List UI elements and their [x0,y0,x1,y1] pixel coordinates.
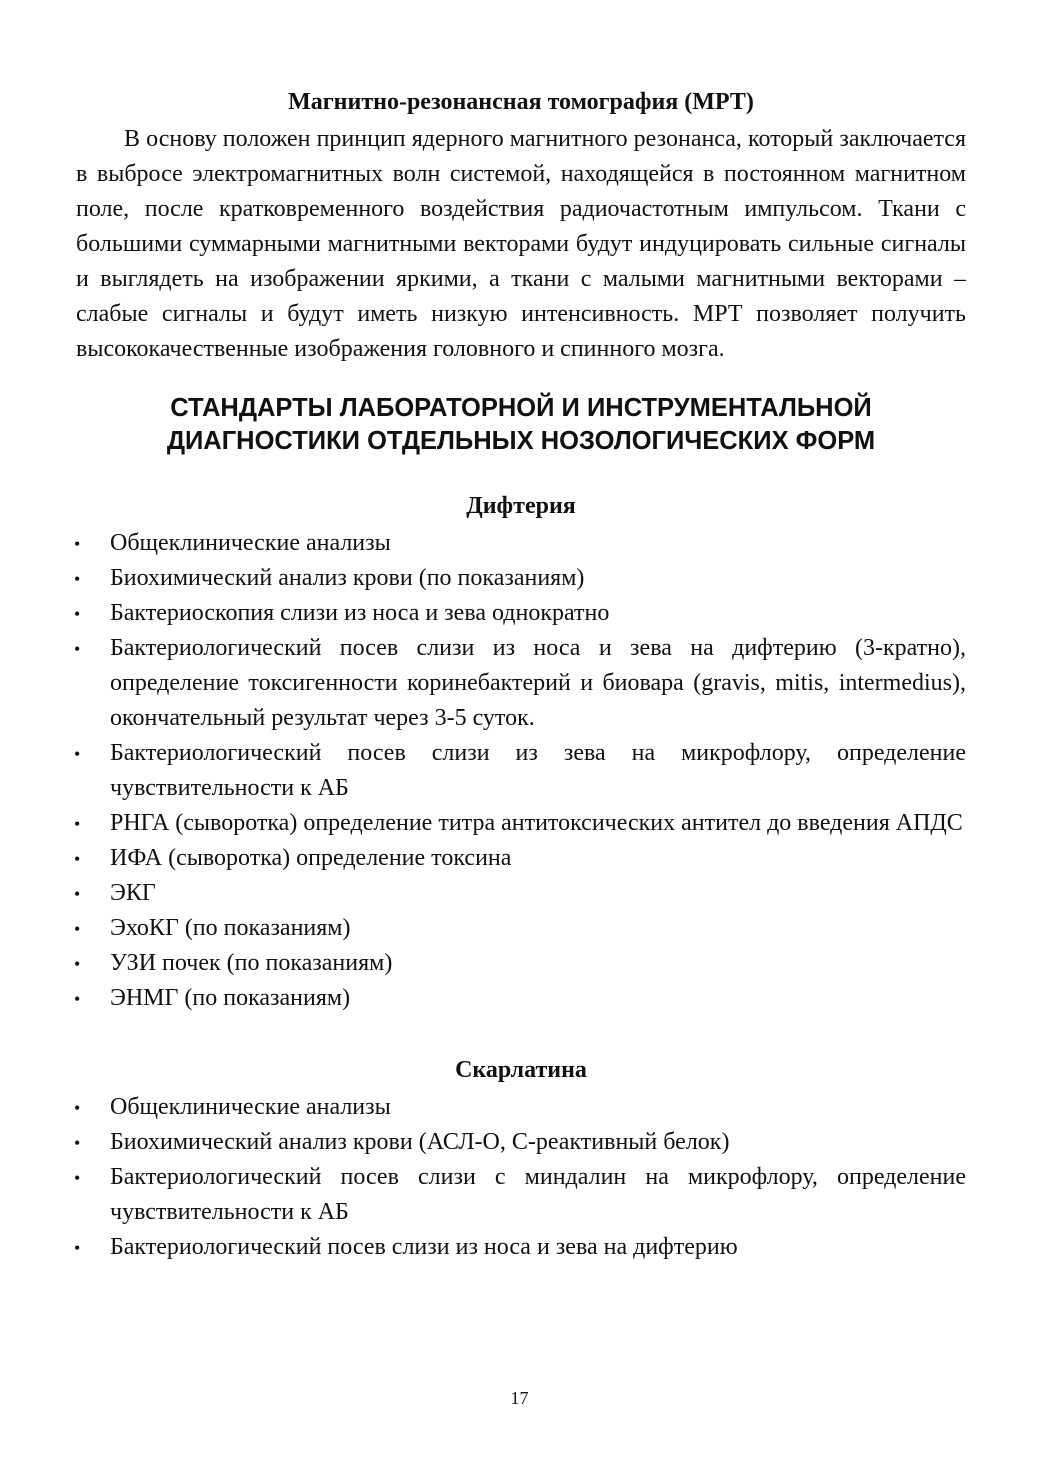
list-item-text: Общеклинические анализы [110,530,391,556]
list-item-text: Бактериологический посев слизи из носа и зева на дифтерию [110,1234,738,1260]
bullet-icon: • [74,849,81,869]
bullet-icon: • [74,989,81,1009]
list-item-text: ЭНМГ (по показаниям) [110,985,351,1011]
list-item [76,911,966,946]
page-number: 17 [510,1388,529,1408]
list-item-text: Бактериологический посев слизи с миндалин на микрофлору, определение чувствительности к АБ [110,1164,966,1225]
list-item-text: Биохимический анализ крови (АСЛ-О, С-реактивный белок) [110,1129,730,1155]
list-item [76,841,966,876]
bullet-icon: • [74,884,81,904]
list-item-text: Бактериологический посев слизи из зева на микрофлору, определение чувствительности к АБ [110,740,966,801]
list-item [76,1125,966,1160]
bullet-icon: • [74,1238,81,1258]
bullet-icon: • [74,919,81,939]
list-item [76,806,966,841]
diphtheria-list [76,526,966,1016]
list-item [76,1090,966,1125]
list-item-text: УЗИ почек (по показаниям) [110,950,393,976]
bullet-icon: • [74,639,81,659]
standards-heading-line-2: ДИАГНОСТИКИ ОТДЕЛЬНЫХ НОЗОЛОГИЧЕСКИХ ФОРМ [166,427,876,455]
standards-heading [76,392,966,458]
bullet-icon: • [74,1168,81,1188]
list-item [76,1230,966,1265]
list-item-text: ИФА (сыворотка) определение токсина [110,845,512,871]
list-item [76,1160,966,1230]
list-item-text: РНГА (сыворотка) определение титра антитоксических антител до введения АПДС [110,810,963,836]
bullet-icon: • [74,604,81,624]
list-item [76,736,966,806]
list-item [76,946,966,981]
list-item [76,561,966,596]
bullet-icon: • [74,954,81,974]
document-page [76,86,966,1265]
scarlet-fever-title: Скарлатина [455,1057,587,1083]
bullet-icon: • [74,1098,81,1118]
list-item [76,526,966,561]
mri-paragraph: В основу положен принцип ядерного магнитного резонанса, который заключается в выбросе электромагнитных волн системой, находящейся в постоянном магнитном поле, после кратковременного воздействия радиочастотным импульсом. Ткани с большими суммарными магнитными векторами будут индуцировать сильные сигналы и выглядеть на изображении яркими, а ткани с малыми магнитными векторами – слабые сигналы и будут иметь низкую интенсивность. МРТ позволяет получить высококачественные изображения головного и спинного мозга. [76,126,966,362]
list-item-text: ЭхоКГ (по показаниям) [110,915,351,941]
bullet-icon: • [74,1133,81,1153]
list-item-text: ЭКГ [110,880,156,906]
list-item-text: Бактериологический посев слизи из носа и зева на дифтерию (3-кратно), определение токсигенности коринебактерий и биовара (gravis, mitis, intermedius), окончательный результат через 3-5 суток. [110,635,966,731]
standards-heading-line-1: СТАНДАРТЫ ЛАБОРАТОРНОЙ И ИНСТРУМЕНТАЛЬНОЙ [170,394,872,422]
list-item [76,596,966,631]
list-item-text: Биохимический анализ крови (по показаниям) [110,565,585,591]
bullet-icon: • [74,744,81,764]
mri-title: Магнитно-резонансная томография (МРТ) [288,89,754,115]
diphtheria-title: Дифтерия [466,493,576,519]
list-item [76,981,966,1016]
list-item-text: Общеклинические анализы [110,1094,391,1120]
list-item-text: Бактериоскопия слизи из носа и зева однократно [110,600,610,626]
bullet-icon: • [74,569,81,589]
list-item [76,631,966,736]
bullet-icon: • [74,814,81,834]
bullet-icon: • [74,534,81,554]
scarlet-fever-list [76,1090,966,1265]
list-item [76,876,966,911]
